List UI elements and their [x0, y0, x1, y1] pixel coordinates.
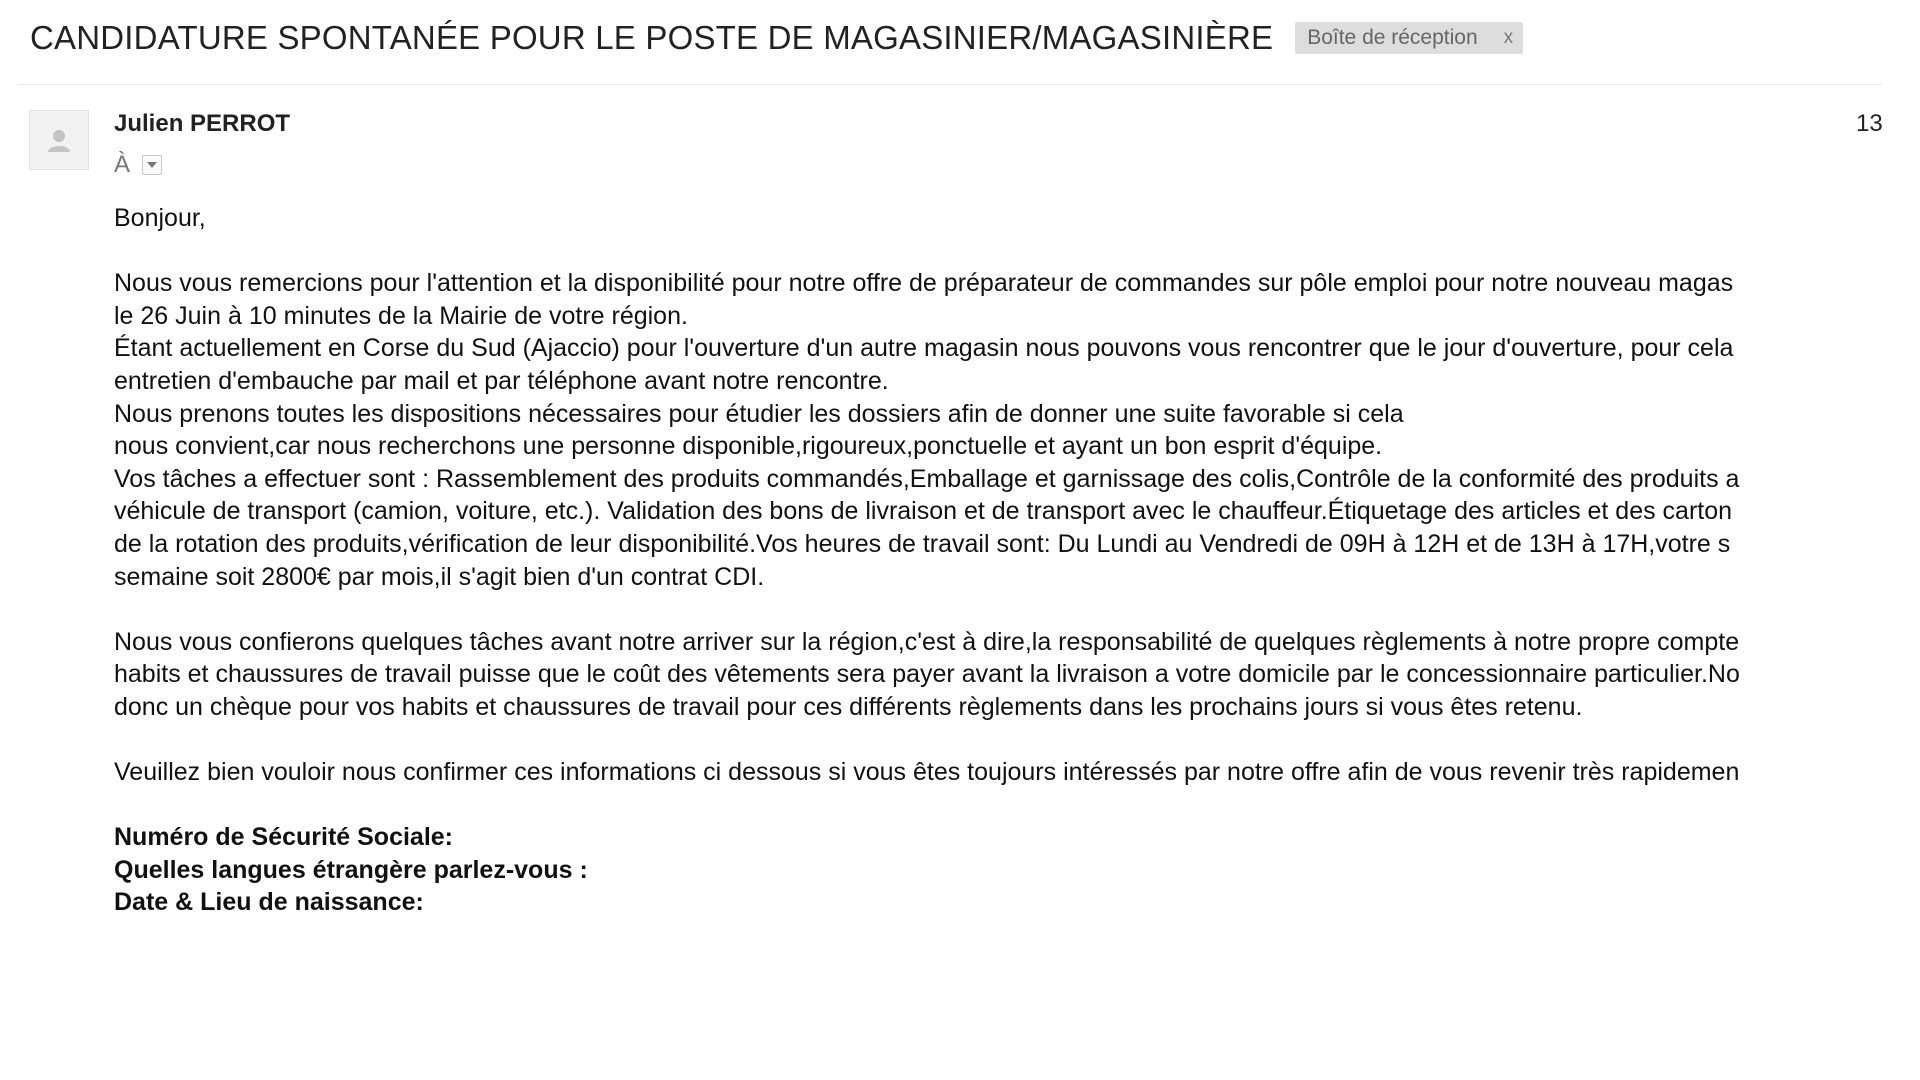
chevron-down-icon	[147, 162, 157, 168]
recipient-label: À	[114, 151, 131, 178]
recipient-details-dropdown[interactable]	[142, 155, 162, 175]
person-silhouette-icon	[44, 125, 74, 155]
body-line: le 26 Juin à 10 minutes de la Mairie de votre région.	[114, 301, 688, 330]
body-line: Nous vous remercions pour l'attention et la disponibilité pour notre offre de préparateur de commandes sur pôle emploi pour notre nouveau magas	[114, 269, 1734, 298]
body-line: semaine soit 2800€ par mois,il s'agit bien d'un contrat CDI.	[114, 562, 765, 591]
inbox-label-chip[interactable]	[1295, 22, 1523, 54]
requested-field: Date & Lieu de naissance:	[114, 888, 424, 917]
body-line: Nous vous confierons quelques tâches avant notre arriver sur la région,c'est à dire,la responsabilité de quelques règlements à notre propre compte	[114, 627, 1740, 656]
requested-field: Numéro de Sécurité Sociale:	[114, 823, 454, 852]
message-timestamp: 13	[1856, 110, 1883, 137]
body-line: entretien d'embauche par mail et par téléphone avant notre rencontre.	[114, 366, 889, 395]
requested-field: Quelles langues étrangère parlez-vous :	[114, 855, 588, 884]
body-line: véhicule de transport (camion, voiture, etc.). Validation des bons de livraison et de transport avec le chauffeur.Étiquetage des articles et des carton	[114, 497, 1733, 526]
inbox-label-text: Boîte de réception	[1307, 26, 1478, 49]
body-line: nous convient,car nous recherchons une personne disponible,rigoureux,ponctuelle et ayant un bon esprit d'équipe.	[114, 432, 1383, 461]
remove-label-button[interactable]: x	[1503, 27, 1514, 48]
subject-bar	[30, 14, 1523, 62]
sender-avatar[interactable]	[29, 110, 89, 170]
body-line: donc un chèque pour vos habits et chaussures de travail pour ces différents règlements dans les prochains jours si vous êtes retenu.	[114, 692, 1583, 721]
body-line: Étant actuellement en Corse du Sud (Ajaccio) pour l'ouverture d'un autre magasin nous pouvons vous rencontrer que le jour d'ouverture, pour cela	[114, 334, 1734, 363]
body-line: habits et chaussures de travail puisse que le coût des vêtements sera payer avant la livraison a votre domicile par le concessionnaire particulier.No	[114, 660, 1740, 689]
recipient-line	[114, 150, 1882, 180]
message-content	[114, 108, 1882, 1008]
body-line: Vos tâches a effectuer sont : Rassemblement des produits commandés,Emballage et garnissage des colis,Contrôle de la conformité des produits a	[114, 464, 1740, 493]
body-line: de la rotation des produits,vérification de leur disponibilité.Vos heures de travail sont: Du Lundi au Vendredi de 09H à 12H et de 13H à 17H,votre s	[114, 529, 1731, 558]
email-subject: CANDIDATURE SPONTANÉE POUR LE POSTE DE MAGASINIER/MAGASINIÈRE	[30, 19, 1274, 56]
message-body	[114, 202, 1882, 919]
body-line: Veuillez bien vouloir nous confirmer ces informations ci dessous si vous êtes toujours intéressés par notre offre afin de vous revenir très rapidemen	[114, 758, 1740, 787]
sender-name[interactable]: Julien PERROT	[114, 110, 291, 137]
body-line: Nous prenons toutes les dispositions nécessaires pour étudier les dossiers afin de donner une suite favorable si cela	[114, 399, 1404, 428]
header-divider	[18, 84, 1882, 85]
greeting: Bonjour,	[114, 204, 206, 232]
